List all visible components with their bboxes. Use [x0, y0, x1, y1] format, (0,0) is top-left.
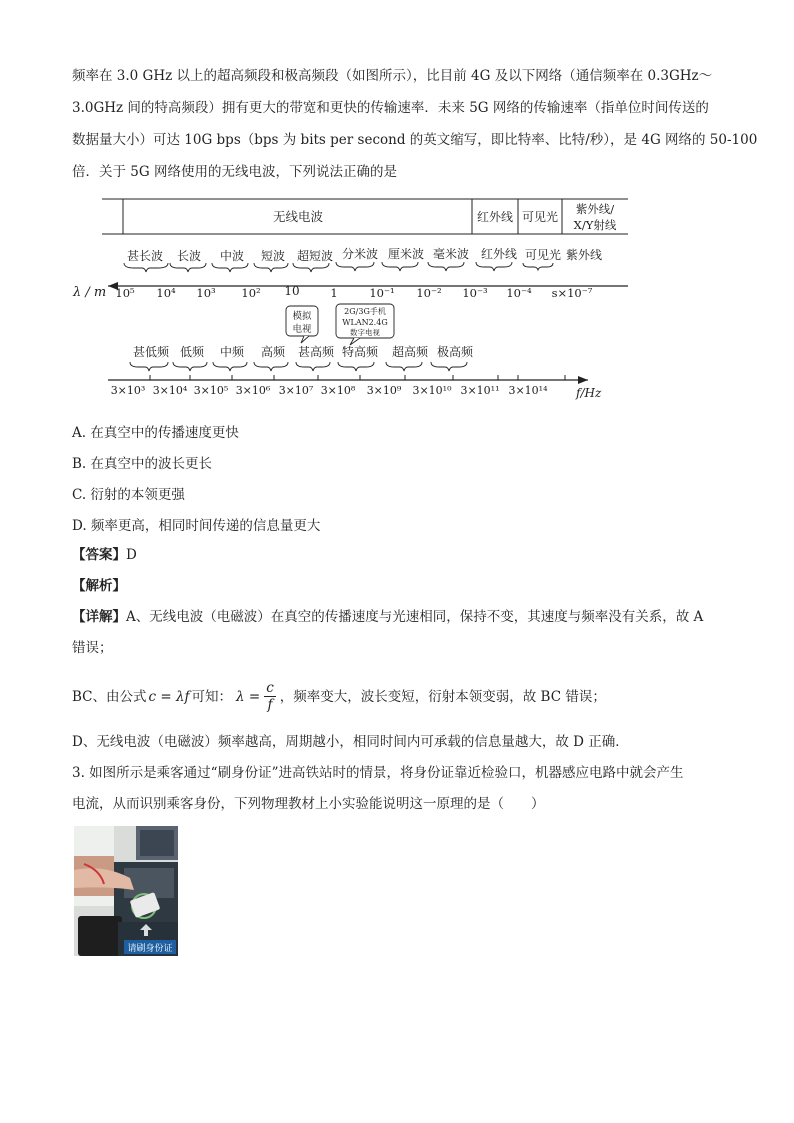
- freq-axis-label: f/Hz: [576, 386, 602, 400]
- option-c: C. 衍射的本领更强: [72, 487, 185, 503]
- detail-bc-line: [72, 680, 606, 713]
- analysis-tag-text: 【解析】: [72, 578, 126, 594]
- intro-line-1: 频率在 3.0 GHz 以上的超高频段和极高频段（如图所示），比目前 4G 及以下网络（通信频率在 0.3GHz～: [72, 68, 713, 84]
- lambda-tick: 10⁻⁴: [506, 286, 532, 300]
- lambda-axis-label: λ / m: [73, 285, 107, 300]
- option-a: A. 在真空中的传播速度更快: [72, 425, 239, 441]
- freq-band: 特高频: [341, 345, 379, 359]
- frac-denominator: f: [267, 697, 273, 713]
- bc-mid: 可知：: [191, 688, 233, 705]
- freq-band: 甚低频: [132, 345, 170, 359]
- freq-band: 低频: [179, 345, 205, 359]
- callout-mobile: [336, 304, 394, 345]
- intro-line-3: 数据量大小）可达 10G bps（bps 为 bits per second 的英文缩写，即比特率、比特/秒），是 4G 网络的 50-100: [72, 132, 758, 148]
- wave-name: 中波: [219, 249, 245, 263]
- freq-tick: 3×10⁵: [193, 384, 229, 397]
- lambda-tick: 10⁻²: [416, 286, 442, 300]
- bc-suffix: ，频率变大，波长变短，衍射本领变弱，故 BC 错误；: [279, 688, 606, 705]
- lambda-tick: 10⁵: [115, 286, 135, 300]
- callout-analog-tv-line1: 模拟: [292, 311, 312, 322]
- freq-tick: 3×10¹⁴: [508, 384, 548, 397]
- frac-left: λ =: [236, 688, 261, 705]
- callout-mobile-line2: WLAN2.4G: [342, 318, 388, 327]
- wave-name: 短波: [260, 249, 286, 263]
- detail-d-line: D、无线电波（电磁波）频率越高，周期越小，相同时间内可承载的信息量越大，故 D 正确．: [72, 734, 629, 750]
- option-b: B. 在真空中的波长更长: [72, 456, 213, 472]
- freq-band: 中频: [219, 345, 245, 359]
- wave-name: 超短波: [296, 249, 334, 263]
- intro-line-4: 倍．关于 5G 网络使用的无线电波，下列说法正确的是: [72, 164, 397, 180]
- option-d: D. 频率更高，相同时间传递的信息量更大: [72, 518, 321, 534]
- band-radio: 无线电波: [272, 209, 324, 224]
- lambda-tick: 10²: [241, 286, 261, 300]
- q3-line-1: 3. 如图所示是乘客通过“刷身份证”进高铁站时的情景，将身份证靠近检验口，机器感应电路中就会产生: [72, 765, 684, 781]
- freq-bands: [133, 344, 474, 359]
- freq-band: 极高频: [436, 345, 474, 359]
- wave-name: 分米波: [341, 247, 379, 261]
- freq-band: 超高频: [391, 345, 429, 359]
- bc-prefix: BC、由公式: [72, 688, 147, 705]
- wave-name: 厘米波: [387, 247, 425, 261]
- lambda-tick: 1: [330, 286, 338, 300]
- frac-numerator: c: [266, 680, 274, 696]
- wave-name: 毫米波: [432, 247, 470, 261]
- answer-value: D: [126, 547, 137, 563]
- spectrum-diagram: [68, 190, 628, 405]
- lambda-tick: 10³: [196, 286, 216, 300]
- id-card-gate-photo: [74, 826, 178, 956]
- callout-analog-tv-line2: 电视: [292, 324, 312, 335]
- analysis-tag: [72, 576, 126, 596]
- formula-c-lambda-f: c = λf: [148, 688, 190, 705]
- q3-line-2: 电流，从而识别乘客身份，下列物理教材上小实验能说明这一原理的是（ ）: [72, 796, 545, 812]
- freq-tick: 3×10¹¹: [460, 384, 500, 397]
- band-infrared: 红外线: [476, 210, 514, 224]
- detail-tag: 【详解】: [72, 609, 126, 625]
- freq-tick: 3×10⁷: [278, 384, 314, 397]
- lambda-tick: 10⁻³: [462, 286, 488, 300]
- callout-mobile-line3: 数字电视: [350, 328, 380, 337]
- band-uv-2: X/Y射线: [573, 218, 617, 232]
- intro-line-2: 3.0GHz 间的特高频段）拥有更大的带宽和更快的传输速率．未来 5G 网络的传输速率（指单位时间传送的: [72, 100, 709, 116]
- wave-name: 紫外线: [565, 248, 603, 262]
- wave-braces: [124, 262, 553, 272]
- wave-name: 红外线: [480, 247, 518, 261]
- fraction: [264, 680, 276, 713]
- lambda-tick: 10⁴: [156, 286, 176, 300]
- wave-name: 可见光: [524, 248, 562, 262]
- wave-names: [127, 246, 602, 263]
- freq-band: 高频: [260, 345, 286, 359]
- lambda-tick: s×10⁻⁷: [551, 286, 593, 300]
- lambda-tick: 10: [284, 284, 300, 298]
- detail-line-1: [72, 607, 703, 627]
- freq-tick: 3×10⁶: [235, 384, 271, 397]
- freq-band: 甚高频: [297, 345, 335, 359]
- detail-text-1: A、无线电波（电磁波）在真空的传播速度与光速相同，保持不变，其速度与频率没有关系，故 A: [126, 609, 704, 625]
- band-uv-1: 紫外线/: [575, 202, 615, 216]
- lambda-tick: 10⁻¹: [369, 286, 395, 300]
- wave-name: 甚长波: [126, 249, 164, 263]
- freq-tick: 3×10⁴: [152, 384, 188, 397]
- freq-tick: 3×10¹⁰: [412, 384, 452, 397]
- answer-tag: 【答案】: [72, 547, 126, 563]
- wave-name: 长波: [176, 249, 202, 263]
- freq-tick: 3×10⁸: [320, 384, 356, 397]
- detail-line-2: 错误；: [72, 640, 113, 656]
- photo-sign-text: 请刷身份证: [127, 944, 173, 954]
- freq-tick: 3×10⁹: [366, 384, 402, 397]
- freq-tick: 3×10³: [110, 384, 146, 397]
- photo-illustration: [74, 826, 178, 956]
- band-visible: 可见光: [521, 210, 559, 224]
- answer-line: [72, 545, 137, 565]
- freq-braces: [130, 362, 467, 371]
- freq-ticks: [111, 384, 548, 397]
- callout-mobile-line1: 2G/3G手机: [344, 307, 386, 316]
- callout-analog-tv: [286, 306, 318, 343]
